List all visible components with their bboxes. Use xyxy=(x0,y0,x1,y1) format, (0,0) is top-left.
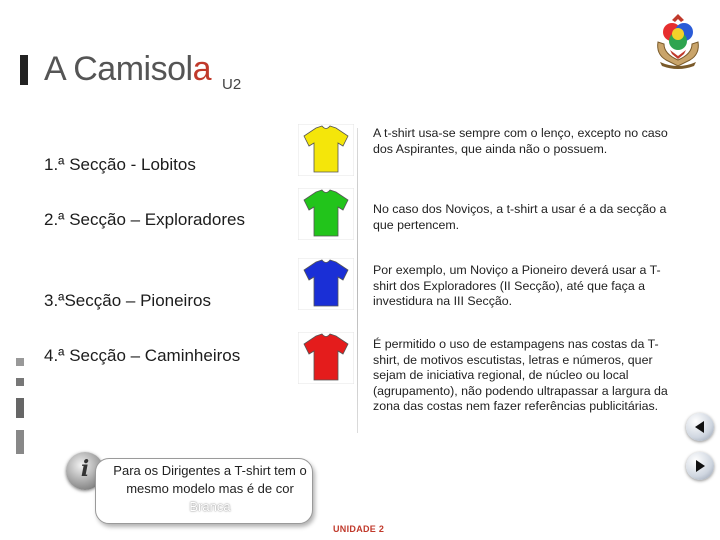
tshirt-green-icon xyxy=(298,188,354,240)
footer-unit-label: UNIDADE 2 xyxy=(333,524,385,534)
description-caminheiros: É permitido o uso de estampagens nas costas da T-shirt, de motivos escutistas, letras e números, quer sejam de iniciativa regional, de núcleo ou local (agrupamento), não podendo ultrapassar a largura da zona das costas nem fazer referências publicitárias. xyxy=(373,337,668,413)
side-decoration xyxy=(16,358,24,458)
highlight-branca: Branca xyxy=(189,499,231,514)
description-lobitos: A t-shirt usa-se sempre com o lenço, excepto no caso dos Aspirantes, que ainda não o possuem. xyxy=(373,126,668,156)
column-divider xyxy=(357,128,358,433)
previous-button[interactable] xyxy=(686,413,714,441)
next-button[interactable] xyxy=(686,452,714,480)
section-label-caminheiros: 4.ª Secção – Caminheiros xyxy=(44,346,241,365)
page-title: A Camisola xyxy=(44,50,211,88)
arrow-right-icon xyxy=(686,452,714,480)
section-label-lobitos: 1.ª Secção - Lobitos xyxy=(44,155,196,174)
info-icon: i xyxy=(66,452,104,490)
tshirt-yellow-icon xyxy=(298,124,354,176)
scout-emblem-icon xyxy=(648,10,708,72)
description-exploradores: No caso dos Noviços, a t-shirt a usar é a da secção a que pertencem. xyxy=(373,202,667,232)
unit-label: U2 xyxy=(222,76,242,93)
description-pioneiros: Por exemplo, um Noviço a Pioneiro deverá usar a T-shirt dos Exploradores (II Secção), até que faça a investidura na III Secção. xyxy=(373,263,661,308)
section-label-exploradores: 2.ª Secção – Exploradores xyxy=(44,210,245,229)
info-callout-text: Para os Dirigentes a T-shirt tem o mesmo modelo mas é de cor Branca xyxy=(113,463,307,514)
tshirt-red-icon xyxy=(298,332,354,384)
tshirt-blue-icon xyxy=(298,258,354,310)
title-marker xyxy=(20,55,28,85)
section-label-pioneiros: 3.ªSecção – Pioneiros xyxy=(44,291,211,310)
arrow-left-icon xyxy=(686,413,714,441)
